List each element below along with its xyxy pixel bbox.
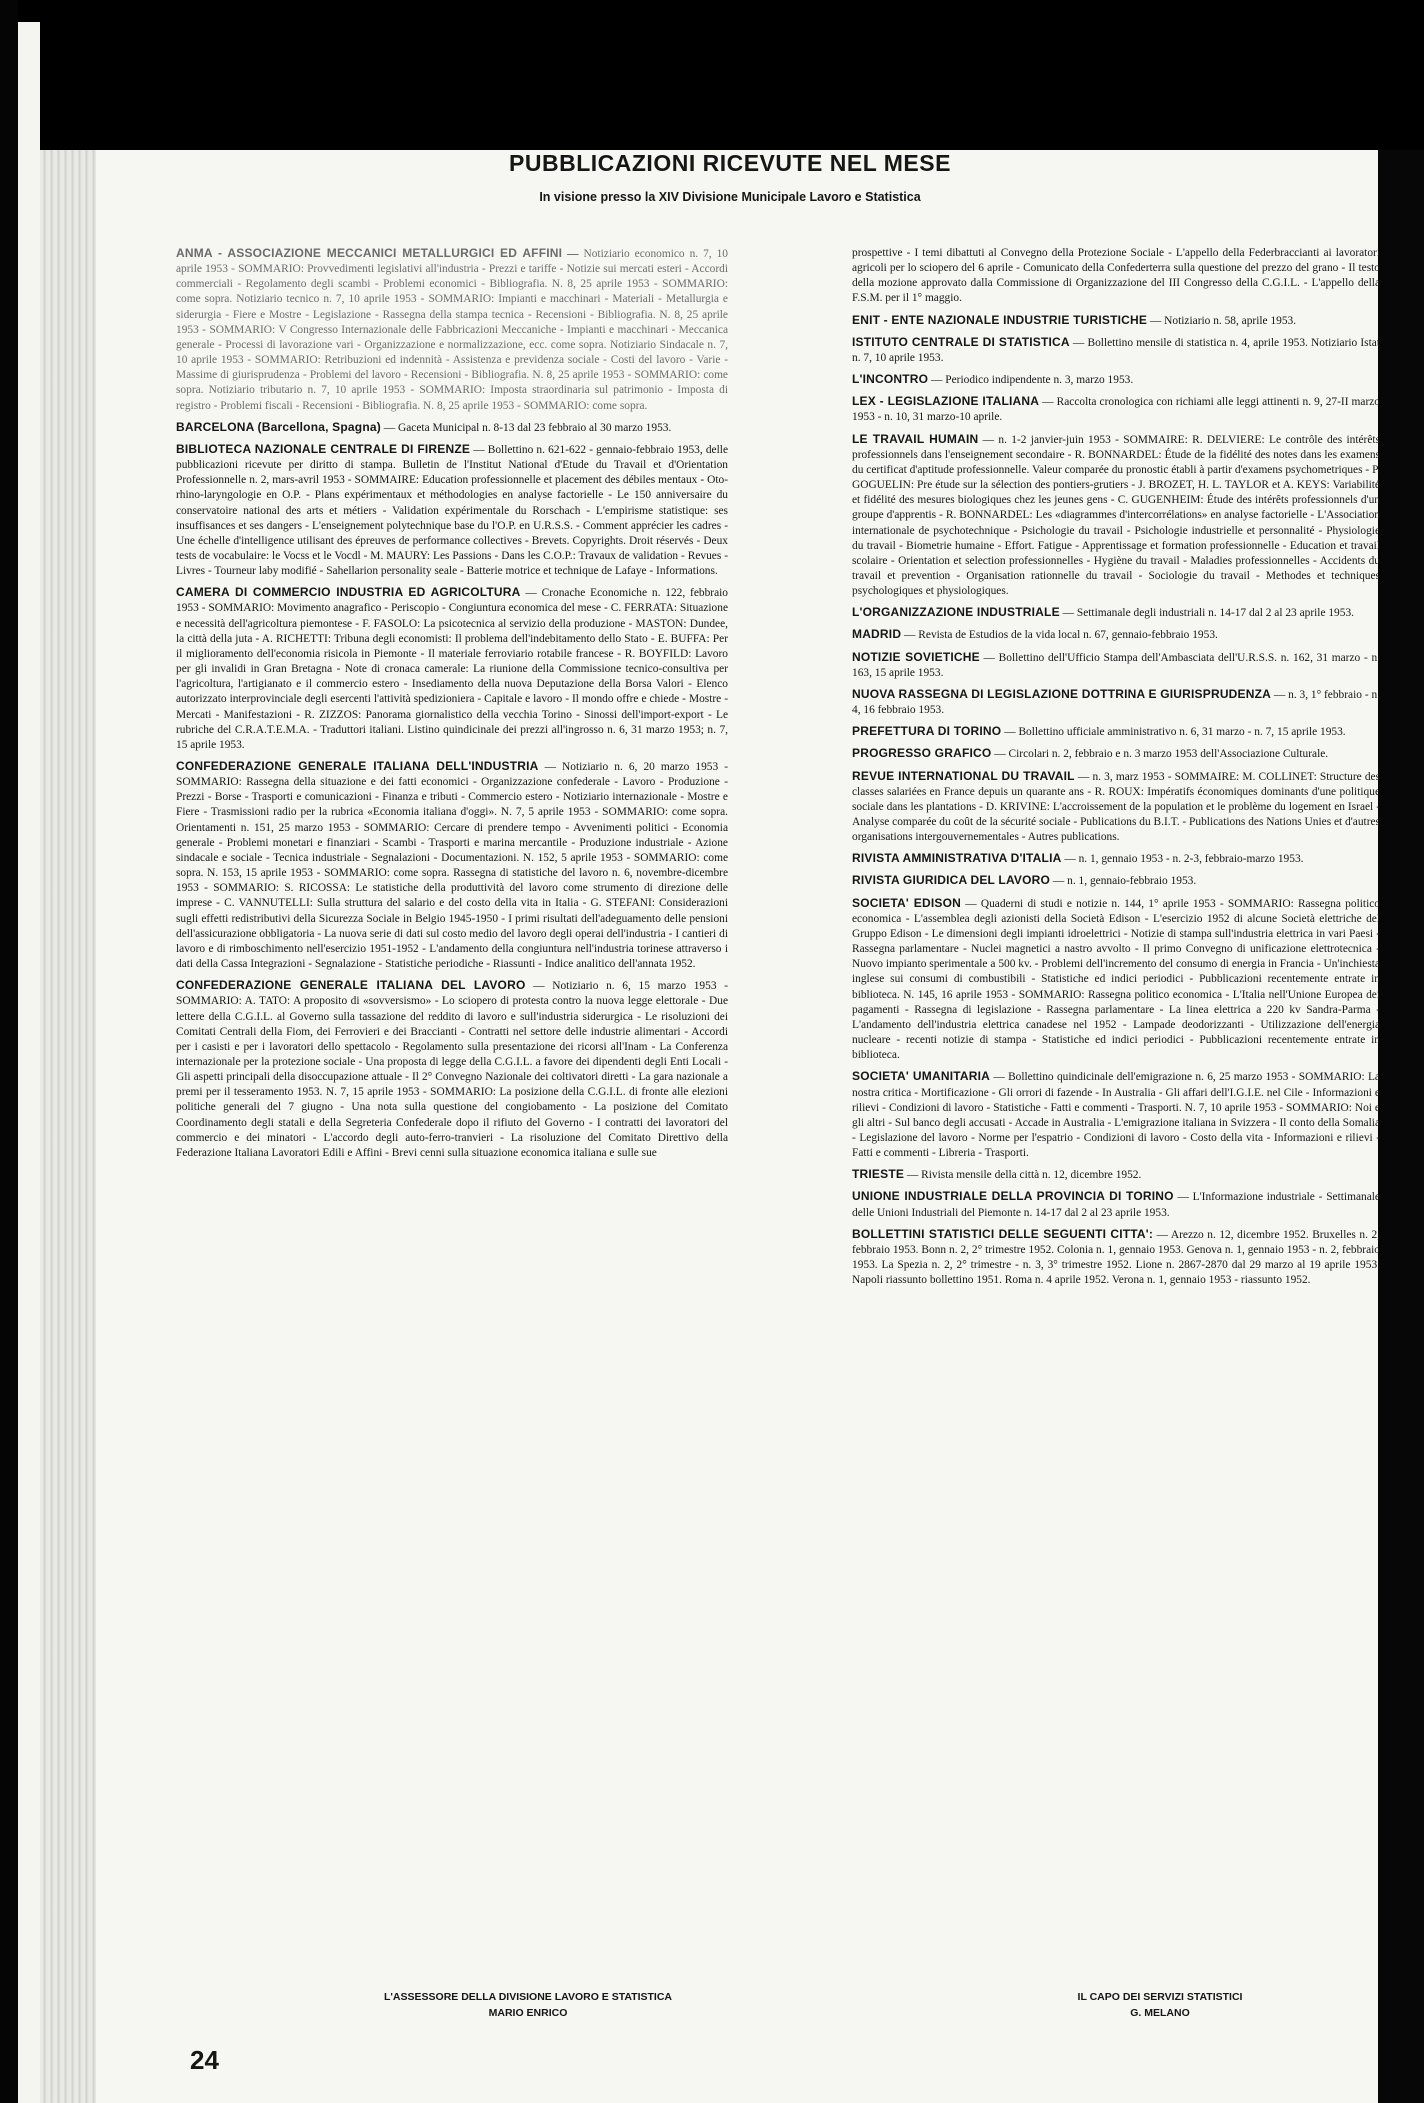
entry-notizie-sovietiche: NOTIZIE SOVIETICHE — Bollettino dell'Ufficio Stampa dell'Ambasciata dell'U.R.S.S. n. 162, 31 marzo - n. 163, 15 aprile 1953.: [852, 649, 1380, 679]
entry-heading: ISTITUTO CENTRALE DI STATISTICA: [852, 334, 1070, 349]
scan-border-top: [0, 0, 1424, 22]
entry-body: n. 1, gennaio-febbraio 1953.: [1067, 875, 1197, 888]
entry-progresso-grafico: PROGRESSO GRAFICO — Circolari n. 2, febbraio e n. 3 marzo 1953 dell'Associazione Culturale.: [852, 746, 1329, 761]
entry-heading: REVUE INTERNATIONAL DU TRAVAIL: [852, 768, 1075, 783]
entry-prefettura: PREFETTURA DI TORINO — Bollettino ufficiale amministrativo n. 6, 31 marzo - n. 7, 15 aprile 1953.: [852, 724, 1346, 739]
entry-enit: ENIT - ENTE NAZIONALE INDUSTRIE TURISTICHE — Notiziario n. 58, aprile 1953.: [852, 312, 1297, 327]
signature-role: L'ASSESSORE DELLA DIVISIONE LAVORO E STATISTICA: [384, 1991, 672, 2003]
entry-body: L'Informazione industriale - Settimanale delle Unioni Industriali del Piemonte n. 14-17 dal 2 al 23 aprile 1953.: [852, 1191, 1380, 1219]
scan-header-shadow: [40, 22, 1424, 155]
signature-capo-servizi: [990, 1990, 1330, 2022]
entry-incontro: L'INCONTRO — Periodico indipendente n. 3, marzo 1953.: [852, 372, 1134, 387]
entry-confindustria: CONFEDERAZIONE GENERALE ITALIANA DELL'INDUSTRIA — Notiziario n. 6, 20 marzo 1953 - SOMMARIO: Rassegna della situazione e dei fatti economici - Organizzazione confederale - Lavoro - Produzione - Prezzi - Borse - Trasporti e comunicazioni - Finanza e tributi - Commercio estero - Notiziario internazionale - Mostre e Fiere - Trasmissioni radio per la rubrica «Economia italiana d'oggi». N. 7, 5 aprile 1953 - SOMMARIO: come sopra. Orientamenti n. 151, 25 marzo 1953 - SOMMARIO: Cercare di prendere tempo - Avvenimenti politici - Economia generale - Problemi monetari e finanziari - Scambi - Trasporti e marina mercantile - Produzione industriale - Azione sindacale e sociale - Tecnica industriale - Segnalazioni - Documentazioni. N. 152, 5 aprile 1953 - SOMMARIO: come sopra. N. 153, 15 aprile 1953 - SOMMARIO: come sopra. Rassegna di statistiche del lavoro n. 6, novembre-dicembre 1953 - SOMMARIO: S. RICOSSA: Le statistiche della produttività del lavoro come strumento di direzione delle imprese - C. VANNUTELLI: Sulla struttura del salario e del costo della vita in Italia - G. STEFANI: Considerazioni sugli effetti redistributivi della Sicurezza Sociale in Belgio 1945-1950 - I primi risultati dell'adeguamento delle pensioni dell'assicurazione obbligatoria - La nuova serie di dati sul costo medio del lavoro degli operai dell'industria - I cantieri di lavoro e di rimboschimento nell'esercizio 1951-1952 - L'andamento della congiuntura nell'industria torinese attraverso i dati della Cassa Integrazioni - Segnalazione - Statistiche periodiche - Riassunti - Indice analitico dell'annata 1952.: [176, 759, 728, 971]
entry-heading: BIBLIOTECA NAZIONALE CENTRALE DI FIRENZE: [176, 441, 471, 456]
entry-heading: CONFEDERAZIONE GENERALE ITALIANA DEL LAVORO: [176, 978, 526, 993]
page-title: PUBBLICAZIONI RICEVUTE NEL MESE: [509, 150, 951, 176]
entry-heading: MADRID: [852, 627, 902, 642]
entry-body: Rivista mensile della città n. 12, dicembre 1952.: [921, 1169, 1142, 1182]
entry-travail-humain: LE TRAVAIL HUMAIN — n. 1-2 janvier-juin 1953 - SOMMAIRE: R. DELVIERE: Le contrôle des intérêts professionnels dans l'enseignement secondaire - R. BONNARDEL: Étude de la fidélité des notes dans les examens du certificat d'aptitude professionnelle. Valeur comparée du pronostic établi à partir d'examens psychometriques - P. GOGUELIN: Pre étude sur la sélection des pontiers-grutiers - J. BROZET, H. L. TAYLOR et A. KEYS: Variabilité et fidélité des mesures biologiques chez les jeunes gens - C. GUGENHEIM: Étude des intérêts professionnels d'un groupe d'apprentis - R. BONNARDEL: Les «diagrammes d'intercorrélations» en analyse factorielle - L'Association internationale de psychotechnique - Psichologie du travail - Psichologie industrielle et personnalité - Physiologie du travail - Biometrie humaine - Effort. Fatigue - Apprentissage et formation professionnelle - Education et travail scolaire - Orientation et selection professionnelles - Hygiène du travail - Maladies professionnelles - Accidents du travail et prevention - Organisation rationnelle du travail - Sociologie du travail - Methodes et techniques psychologiques et physiologiques.: [852, 431, 1380, 598]
signature-name: G. MELANO: [1130, 2006, 1190, 2019]
entry-body: Gaceta Municipal n. 8-13 dal 23 febbraio al 30 marzo 1953.: [398, 421, 672, 434]
signature-name: MARIO ENRICO: [488, 2006, 568, 2019]
entry-body: Bollettino dell'Ufficio Stampa dell'Ambasciata dell'U.R.S.S. n. 162, 31 marzo - n. 163, 15 aprile 1953.: [852, 651, 1380, 679]
signature-assessore: [268, 1990, 788, 2022]
entry-heading: SOCIETA' UMANITARIA: [852, 1069, 991, 1084]
entry-heading: RIVISTA AMMINISTRATIVA D'ITALIA: [852, 851, 1062, 866]
entry-body: Bollettino mensile di statistica n. 4, aprile 1953. Notiziario Istat n. 7, 10 aprile 1953.: [852, 336, 1380, 364]
entry-umanitaria: SOCIETA' UMANITARIA — Bollettino quindicinale dell'emigrazione n. 6, 25 marzo 1953 - SOMMARIO: La nostra critica - Mortificazione - Gli orrori di fazende - In Australia - Gli affari dell'I.G.I.E. nel Cile - Informazioni e rilievi - Condizioni di lavoro - Statistiche - Fatti e commenti - Trasporti. N. 7, 10 aprile 1953 - SOMMARIO: Noi e gli altri - Sul banco degli accusati - Accade in Australia - L'emigrazione italiana in Svizzera - Il conto della Somalia - Legislazione del lavoro - Norme per l'espatrio - Condizioni di lavoro - Costo della vita - Informazioni e rilievi - Fatti e commenti - Libreria - Trasporti.: [852, 1069, 1380, 1160]
entry-body: n. 3, 1° febbraio - n. 4, 16 febbraio 1953.: [852, 688, 1380, 717]
entry-rivista-amministrativa: RIVISTA AMMINISTRATIVA D'ITALIA — n. 1, gennaio 1953 - n. 2-3, febbraio-marzo 1953.: [852, 851, 1304, 866]
entry-body: Notiziario economico n. 7, 10 aprile 1953 - SOMMARIO: Provvedimenti legislativi all'industria - Prezzi e tariffe - Notizie sui mercati esteri - Accordi commerciali - Regolamento degli scambi - Problemi economici - Bibliografia. N. 8, 25 aprile 1953 - SOMMARIO: come sopra. Notiziario tecnico n. 7, 10 aprile 1953 - SOMMARIO: Impianti e macchinari - Materiali - Metallurgia e siderurgia - Fiere e Mostre - Legislazione - Rassegna della stampa tecnica - Recensioni - Bibliografia. N. 8, 25 aprile 1953 - SOMMARIO: V Congresso Internazionale delle Fabbricazioni Meccaniche - Impianti e macchinari - Meccanica generale - Processi di lavorazione vari - Organizzazione e normalizzazione, ecc. come sopra. Notiziario Sindacale n. 7, 10 aprile 1953 - SOMMARIO: Retribuzioni ed indennità - Assistenza e previdenza sociale - Costi del lavoro - Varie - Massime di giurisprudenza - Problemi del lavoro - Recensioni - Bibliografia. N. 8, 25 aprile 1953 - SOMMARIO: come sopra. Notiziario tributario n. 7, 10 aprile 1953 - SOMMARIO: Imposta straordinaria sul patrimonio - Imposta di registro - Problemi fiscali - Recensioni - Bibliografia. N. 8, 25 aprile 1953 - SOMMARIO: come sopra.: [176, 248, 728, 412]
entry-heading: UNIONE INDUSTRIALE DELLA PROVINCIA DI TORINO: [852, 1189, 1174, 1204]
entry-heading: L'ORGANIZZAZIONE INDUSTRIALE: [852, 605, 1060, 620]
page-number: 24: [190, 2045, 219, 2075]
entry-lex: LEX - LEGISLAZIONE ITALIANA — Raccolta cronologica con richiami alle leggi attinenti n. 9, 27-II marzo 1953 - n. 10, 31 marzo-10 aprile.: [852, 394, 1380, 424]
entry-heading: ENIT - ENTE NAZIONALE INDUSTRIE TURISTICHE: [852, 312, 1148, 327]
entry-anma: ANMA - ASSOCIAZIONE MECCANICI METALLURGICI ED AFFINI — Notiziario economico n. 7, 10 aprile 1953 - SOMMARIO: Provvedimenti legislativi all'industria - Prezzi e tariffe - Notizie sui mercati esteri - Accordi commerciali - Regolamento degli scambi - Problemi economici - Bibliografia. N. 8, 25 aprile 1953 - SOMMARIO: come sopra. Notiziario tecnico n. 7, 10 aprile 1953 - SOMMARIO: Impianti e macchinari - Materiali - Metallurgia e siderurgia - Fiere e Mostre - Legislazione - Rassegna della stampa tecnica - Recensioni - Bibliografia. N. 8, 25 aprile 1953 - SOMMARIO: V Congresso Internazionale delle Fabbricazioni Meccaniche - Impianti e macchinari - Meccanica generale - Processi di lavorazione vari - Organizzazione e normalizzazione, ecc. come sopra. Notiziario Sindacale n. 7, 10 aprile 1953 - SOMMARIO: Retribuzioni ed indennità - Assistenza e previdenza sociale - Costi del lavoro - Varie - Massime di giurisprudenza - Problemi del lavoro - Recensioni - Bibliografia. N. 8, 25 aprile 1953 - SOMMARIO: come sopra. Notiziario tributario n. 7, 10 aprile 1953 - SOMMARIO: Imposta straordinaria sul patrimonio - Imposta di registro - Problemi fiscali - Recensioni - Bibliografia. N. 8, 25 aprile 1953 - SOMMARIO: come sopra.: [176, 246, 728, 412]
entry-heading: PREFETTURA DI TORINO: [852, 724, 1002, 739]
entry-heading: LE TRAVAIL HUMAIN: [852, 431, 979, 446]
entry-body: n. 3, marz 1953 - SOMMAIRE: M. COLLINET: Structure des classes salariées en France depuis un quarante ans - R. ROUX: Impératifs économiques dominants d'une politique sociale dans les plantations - D. KRIVINE: L'accroissement de la population et le problème du logement en Israel - Analyse comparée du coût de la sécurité sociale - Publications du B.I.T. - Publications des Nations Unies et d'autres organisations intergouvernementales - Autres publications.: [852, 770, 1380, 844]
entry-organizzazione-industriale: L'ORGANIZZAZIONE INDUSTRIALE — Settimanale degli industriali n. 14-17 dal 2 al 23 aprile 1953.: [852, 605, 1354, 620]
entry-body: Cronache Economiche n. 122, febbraio 1953 - SOMMARIO: Movimento anagrafico - Periscopio - Congiuntura economica del mese - C. FERRATA: Situazione e necessità dell'agricoltura piemontese - F. FASOLO: La psicotecnica al servizio della produzione - MASTON: Dundee, la città della juta - A. RICHETTI: Tribuna degli economisti: Il problema dell'indebitamento dello Stato - E. BUFFA: Per il miglioramento dell'economia risicola in Piemonte - Il materiale ferroviario rotabile francese - R. BOYFILD: Lavoro per gli invalidi in Gran Bretagna - Note di cronaca camerale: La riunione della Commissione tecnico-consultiva per l'agricoltura, l'artigianato e il commercio estero - Insediamento della nuova Deputazione della Borsa Valori - Elenco autorizzato interprovinciale degli esercenti l'attività spedizioniera - Capitale e lavoro - Il mondo offre e chiede - Mostre - Mercati - Manifestazioni - R. ZIZZOS: Panorama giornalistico della vecchia Torino - Sinossi dell'import-export - Le rubriche del C.R.A.T.E.M.A. - Traduttori italiani. Listino quindicinale dei prezzi all'ingrosso n. 6, 31 marzo 1953; n. 7, 15 aprile 1953.: [176, 587, 728, 751]
entry-camera-commercio: CAMERA DI COMMERCIO INDUSTRIA ED AGRICOLTURA — Cronache Economiche n. 122, febbraio 1953 - SOMMARIO: Movimento anagrafico - Periscopio - Congiuntura economica del mese - C. FERRATA: Situazione e necessità dell'agricoltura piemontese - F. FASOLO: La psicotecnica al servizio della produzione - MASTON: Dundee, la città della juta - A. RICHETTI: Tribuna degli economisti: Il problema dell'indebitamento dello Stato - E. BUFFA: Per il miglioramento dell'economia risicola in Piemonte - Il materiale ferroviario rotabile francese - R. BOYFILD: Lavoro per gli invalidi in Gran Bretagna - Note di cronaca camerale: La riunione della Commissione tecnico-consultiva per l'agricoltura, l'artigianato e il commercio estero - Insediamento della nuova Deputazione della Borsa Valori - Elenco autorizzato interprovinciale degli esercenti l'attività spedizioniera - Capitale e lavoro - Il mondo offre e chiede - Mostre - Mercati - Manifestazioni - R. ZIZZOS: Panorama giornalistico della vecchia Torino - Sinossi dell'import-export - Le rubriche del C.R.A.T.E.M.A. - Traduttori italiani. Listino quindicinale dei prezzi all'ingrosso n. 6, 31 marzo 1953; n. 7, 15 aprile 1953.: [176, 585, 728, 751]
entry-biblioteca-firenze: BIBLIOTECA NAZIONALE CENTRALE DI FIRENZE — Bollettino n. 621-622 - gennaio-febbraio 1953, delle pubblicazioni ricevute per diritto di stampa. Bulletin de l'Institut National d'Etude du Travail et d'Orientation Professionnelle n. 2, mars-avril 1953 - SOMMAIRE: Education professionnelle et placement des débiles mentaux - Oto-rhino-laryngologie en O.P. - Plans expérimentaux et méthodologies en analyse factorielle - Le 150 anniversaire du conservatoire national des arts et métiers - Validation expérimentale du Rorschach - L'empirisme statistique: ses insuffisances et ses dangers - L'enseignement polytechnique base du l'O.P. en U.R.S.S. - Comment apprécier les cadres - Une échelle d'intelligence utilisant des épreuves de performance collectives - Brevets. Copyrights. Droit réservés - Deux tests de vocabulaire: le Vocss et le Vocdl - M. MAURY: Les Passions - Dans les C.O.P.: Travaux de validation - Revues - Livres - Tourneur laby modifié - Sahellarion personality seale - Batterie motrice et technique de Lafaye - Informations.: [176, 441, 728, 578]
entry-body: prospettive - I temi dibattuti al Convegno della Protezione Sociale - L'appello della Federbraccianti ai lavoratori agricoli per lo sciopero del 6 aprile - Comunicato della Confederterra sulla questione del prezzo del grano - Il testo della mozione approvato dalla Commissione di Organizzazione del III Congresso della C.G.I.L. - L'appello della F.S.M. per il 1° maggio.: [852, 247, 1380, 305]
entry-heading: CAMERA DI COMMERCIO INDUSTRIA ED AGRICOLTURA: [176, 585, 521, 600]
entry-heading: NOTIZIE SOVIETICHE: [852, 649, 980, 664]
entry-cgil-continued: [852, 246, 1380, 307]
entry-body: Periodico indipendente n. 3, marzo 1953.: [945, 374, 1134, 387]
entry-cgil: CONFEDERAZIONE GENERALE ITALIANA DEL LAVORO — Notiziario n. 6, 15 marzo 1953 - SOMMARIO: A. TATO: A proposito di «sovversismo» - Lo sciopero di protesta contro la nuova legge elettorale - Due lettere della C.G.I.L. al Governo sulla tassazione del reddito di lavoro e sull'industria siderurgica - Le risoluzioni dei Comitati Centrali della Fiom, dei Ferrovieri e dei Braccianti - Contratti nel settore delle industrie alimentari - Accordi per i casisti e per i lavoratori dello spettacolo - Regolamento sulla presentazione dei ricorsi all'Inam - La Conferenza internazionale per la protezione sociale - Una proposta di legge della C.G.I.L. a favore dei dipendenti degli Enti Locali - Gli aspetti principali della disoccupazione attuale - Il 2° Convegno Nazionale dei coltivatori diretti - La gara nazionale a premi per il tesseramento 1953. N. 7, 15 aprile 1953 - SOMMARIO: La posizione della C.G.I.L. di fronte alle elezioni politiche generali del 7 giugno - Una nota sulla questione del congiobamento - La posizione del Comitato Coordinamento degli statali e della Segreteria Confederale dopo il rifiuto del Governo - I contratti dei lavoratori del commercio e dei minatori - L'accordo degli auto-ferro-tranvieri - La risoluzione del Comitato Direttivo della Federazione Italiana Lavoratori Edili e Affini - Brevi cenni sulla situazione economica italiana e sulle sue: [176, 978, 728, 1159]
entry-heading: TRIESTE: [852, 1167, 905, 1182]
entry-trieste: TRIESTE — Rivista mensile della città n. 12, dicembre 1952.: [852, 1167, 1142, 1182]
entry-body: Settimanale degli industriali n. 14-17 dal 2 al 23 aprile 1953.: [1076, 607, 1354, 620]
entry-rivista-giuridica: RIVISTA GIURIDICA DEL LAVORO — n. 1, gennaio-febbraio 1953.: [852, 873, 1197, 888]
entry-heading: RIVISTA GIURIDICA DEL LAVORO: [852, 873, 1051, 888]
entry-heading: ANMA - ASSOCIAZIONE MECCANICI METALLURGICI ED AFFINI: [176, 246, 563, 260]
entry-body: Raccolta cronologica con richiami alle leggi attinenti n. 9, 27-II marzo 1953 - n. 10, 31 marzo-10 aprile.: [852, 396, 1380, 424]
entry-heading: BOLLETTINI STATISTICI DELLE SEGUENTI CITTA':: [852, 1226, 1154, 1241]
entry-body: n. 1-2 janvier-juin 1953 - SOMMAIRE: R. DELVIERE: Le contrôle des intérêts professionnels dans l'enseignement secondaire - R. BONNARDEL: Étude de la fidélité des notes dans les examens du certificat d'aptitude professionnelle. Valeur comparée du pronostic établi à partir d'examens psychometriques - P. GOGUELIN: Pre étude sur la sélection des pontiers-grutiers - J. BROZET, H. L. TAYLOR et A. KEYS: Variabilité et fidélité des mesures biologiques chez les jeunes gens - C. GUGENHEIM: Étude des intérêts professionnels d'un groupe d'apprentis - R. BONNARDEL: Les «diagrammes d'intercorrélations» en analyse factorielle - L'Association internationale de psychotechnique - Psichologie du travail - Psichologie industrielle et personnalité - Physiologie du travail - Biometrie humaine - Effort. Fatigue - Apprentissage et formation professionnelle - Education et travail scolaire - Orientation et selection professionnelles - Hygiène du travail - Maladies professionnelles - Accidents du travail et prevention - Organisation rationnelle du travail - Sociologie du travail - Methodes et techniques psychologiques et physiologiques.: [852, 433, 1380, 598]
entry-body: Bollettino n. 621-622 - gennaio-febbraio 1953, delle pubblicazioni ricevute per diritto di stampa. Bulletin de l'Institut National d'Etude du Travail et d'Orientation Professionnelle n. 2, mars-avril 1953 - SOMMAIRE: Education professionnelle et placement des débiles mentaux - Oto-rhino-laryngologie en O.P. - Plans expérimentaux et méthodologies en analyse factorielle - Le 150 anniversaire du conservatoire national des arts et métiers - Validation expérimentale du Rorschach - L'empirisme statistique: ses insuffisances et ses dangers - L'enseignement polytechnique base du l'O.P. en U.R.S.S. - Comment apprécier les cadres - Une échelle d'intelligence utilisant des épreuves de performance collectives - Brevets. Copyrights. Droit réservés - Deux tests de vocabulaire: le Vocss et le Vocdl - M. MAURY: Les Passions - Dans les C.O.P.: Travaux de validation - Revues - Livres - Tourneur laby modifié - Sahellarion personality seale - Batterie motrice et technique de Lafaye - Informations.: [176, 443, 728, 578]
entry-heading: LEX - LEGISLAZIONE ITALIANA: [852, 394, 1040, 409]
entry-body: Arezzo n. 12, dicembre 1952. Bruxelles n. 2, febbraio 1953. Bonn n. 2, 2° trimestre 1952. Colonia n. 1, gennaio 1953. Genova n. 1, gennaio 1953 - n. 2, febbraio 1953. La Spezia n. 2, 2° trimestre - n. 3, 3° trimestre 1952. Lione n. 2867-2870 dal 29 marzo al 19 aprile 1953. Napoli riassunto bollettino 1951. Roma n. 4 aprile 1952. Verona n. 1, gennaio 1953 - riassunto 1952.: [852, 1228, 1380, 1287]
entry-heading: L'INCONTRO: [852, 372, 929, 387]
signature-role: IL CAPO DEI SERVIZI STATISTICI: [1077, 1991, 1243, 2003]
entry-barcelona: BARCELONA (Barcellona, Spagna) — Gaceta Municipal n. 8-13 dal 23 febbraio al 30 marzo 1953.: [176, 419, 672, 434]
scan-border-right: [1378, 150, 1424, 2103]
entry-heading: CONFEDERAZIONE GENERALE ITALIANA DELL'INDUSTRIA: [176, 759, 539, 773]
entry-edison: SOCIETA' EDISON — Quaderni di studi e notizie n. 144, 1° aprile 1953 - SOMMARIO: Rassegna politico economica - L'assemblea degli azionisti della Società Edison - L'esercizio 1952 di alcune Società elettriche del Gruppo Edison - Le dimensioni degli impianti idroelettrici - Notizie di stampa sull'industria elettrica in vari Paesi - Rassegna parlamentare - Nuclei magnetici a nastro avvolto - Il primo Convegno di unificazione elettrotecnica - Nuovo impianto sperimentale a 500 kv. - Problemi dell'incremento del consumo di energia in Francia - Un'inchiesta inglese sui consumi di combustibili - Statistiche ed indici periodici - Pubblicazioni recentemente entrate in biblioteca. N. 145, 16 aprile 1953 - SOMMARIO: Rassegna politico economica - L'Italia nell'Unione Europea dei pagamenti - Rassegna di legislazione - Rassegna parlamentare - La linea elettrica a 220 kv Sandra-Parma - L'andamento dell'industria elettrica canadese nel 1952 - Lampade deodorizzanti - Utilizzazione dell'energia nucleare - recenti notizie di stampa - Statistiche ed indici periodici - Pubblicazioni recentemente entrate in biblioteca.: [852, 895, 1380, 1062]
entry-nuova-rassegna: NUOVA RASSEGNA DI LEGISLAZIONE DOTTRINA E GIURISPRUDENZA — n. 3, 1° febbraio - n. 4, 16 febbraio 1953.: [852, 686, 1380, 717]
entry-body: Bollettino ufficiale amministrativo n. 6, 31 marzo - n. 7, 15 aprile 1953.: [1018, 726, 1346, 739]
entry-body: Bollettino quindicinale dell'emigrazione n. 6, 25 marzo 1953 - SOMMARIO: La nostra critica - Mortificazione - Gli orrori di fazende - In Australia - Gli affari dell'I.G.I.E. nel Cile - Informazioni e rilievi - Condizioni di lavoro - Statistiche - Fatti e commenti - Trasporti. N. 7, 10 aprile 1953 - SOMMARIO: Noi e gli altri - Sul banco degli accusati - Accade in Australia - L'emigrazione italiana in Svizzera - Il conto della Somalia - Legislazione del lavoro - Norme per l'espatrio - Condizioni di lavoro - Costo della vita - Informazioni e rilievi - Fatti e commenti - Libreria - Trasporti.: [852, 1071, 1380, 1160]
page-binding: [40, 150, 96, 2103]
right-column: [852, 246, 1380, 1916]
entry-body: Notiziario n. 6, 20 marzo 1953 - SOMMARIO: Rassegna della situazione e dei fatti economici - Organizzazione confederale - Lavoro - Produzione - Prezzi - Borse - Trasporti e comunicazioni - Finanza e tributi - Commercio estero - Notiziario internazionale - Mostre e Fiere - Trasmissioni radio per la rubrica «Economia italiana d'oggi». N. 7, 5 aprile 1953 - SOMMARIO: come sopra. Orientamenti n. 151, 25 marzo 1953 - SOMMARIO: Cercare di prendere tempo - Avvenimenti politici - Economia generale - Problemi monetari e finanziari - Scambi - Trasporti e marina mercantile - Produzione industriale - Azione sindacale e sociale - Tecnica industriale - Segnalazioni - Documentazioni. N. 152, 5 aprile 1953 - SOMMARIO: come sopra. N. 153, 15 aprile 1953 - SOMMARIO: come sopra. Rassegna di statistiche del lavoro n. 6, novembre-dicembre 1953 - SOMMARIO: S. RICOSSA: Le statistiche della produttività del lavoro come strumento di direzione delle imprese - C. VANNUTELLI: Sulla struttura del salario e del costo della vita in Italia - G. STEFANI: Considerazioni sugli effetti redistributivi della Sicurezza Sociale in Belgio 1945-1950 - I primi risultati dell'adeguamento delle pensioni dell'assicurazione obbligatoria - La nuova serie di dati sul costo medio del lavoro degli operai dell'industria - I cantieri di lavoro e di rimboschimento nell'esercizio 1951-1952 - L'andamento della congiuntura nell'industria torinese attraverso i dati della Cassa Integrazioni - Segnalazione - Statistiche periodiche - Riassunti - Indice analitico dell'annata 1952.: [176, 761, 728, 971]
entry-unione-industriale: UNIONE INDUSTRIALE DELLA PROVINCIA DI TORINO — L'Informazione industriale - Settimanale delle Unioni Industriali del Piemonte n. 14-17 dal 2 al 23 aprile 1953.: [852, 1189, 1380, 1219]
scan-border-left: [0, 0, 18, 2103]
left-column: [176, 246, 728, 1916]
entry-body: Quaderni di studi e notizie n. 144, 1° aprile 1953 - SOMMARIO: Rassegna politico economica - L'assemblea degli azionisti della Società Edison - L'esercizio 1952 di alcune Società elettriche del Gruppo Edison - Le dimensioni degli impianti idroelettrici - Notizie di stampa sull'industria elettrica in vari Paesi - Rassegna parlamentare - Nuclei magnetici a nastro avvolto - Il primo Convegno di unificazione elettrotecnica - Nuovo impianto sperimentale a 500 kv. - Problemi dell'incremento del consumo di energia in Francia - Un'inchiesta inglese sui consumi di combustibili - Statistiche ed indici periodici - Pubblicazioni recentemente entrate in biblioteca. N. 145, 16 aprile 1953 - SOMMARIO: Rassegna politico economica - L'Italia nell'Unione Europea dei pagamenti - Rassegna di legislazione - Rassegna parlamentare - La linea elettrica a 220 kv Sandra-Parma - L'andamento dell'industria elettrica canadese nel 1952 - Lampade deodorizzanti - Utilizzazione dell'energia nucleare - recenti notizie di stampa - Statistiche ed indici periodici - Pubblicazioni recentemente entrate in biblioteca.: [852, 897, 1380, 1062]
entry-body: Notiziario n. 6, 15 marzo 1953 - SOMMARIO: A. TATO: A proposito di «sovversismo» - Lo sciopero di protesta contro la nuova legge elettorale - Due lettere della C.G.I.L. al Governo sulla tassazione del reddito di lavoro e sull'industria siderurgica - Le risoluzioni dei Comitati Centrali della Fiom, dei Ferrovieri e dei Braccianti - Contratti nel settore delle industrie alimentari - Accordi per i casisti e per i lavoratori dello spettacolo - Regolamento sulla presentazione dei ricorsi all'Inam - La Conferenza internazionale per la protezione sociale - Una proposta di legge della C.G.I.L. a favore dei dipendenti degli Enti Locali - Gli aspetti principali della disoccupazione attuale - Il 2° Convegno Nazionale dei coltivatori diretti - La gara nazionale a premi per il tesseramento 1953. N. 7, 15 aprile 1953 - SOMMARIO: La posizione della C.G.I.L. di fronte alle elezioni politiche generali del 7 giugno - Una nota sulla questione del congiobamento - La posizione del Comitato Coordinamento degli statali e della Segreteria Confederale dopo il rifiuto del Governo - I contratti dei lavoratori del commercio e dei minatori - L'accordo degli auto-ferro-tranvieri - La risoluzione del Comitato Direttivo della Federazione Italiana Lavoratori Edili e Affini - Brevi cenni sulla situazione economica italiana e sulle sue: [176, 980, 728, 1159]
entry-madrid: MADRID — Revista de Estudios de la vida local n. 67, gennaio-febbraio 1953.: [852, 627, 1218, 642]
entry-istat: ISTITUTO CENTRALE DI STATISTICA — Bollettino mensile di statistica n. 4, aprile 1953. Notiziario Istat n. 7, 10 aprile 1953.: [852, 334, 1380, 364]
page-subtitle: In visione presso la XIV Divisione Municipale Lavoro e Statistica: [539, 190, 921, 204]
entry-bollettini-citta: BOLLETTINI STATISTICI DELLE SEGUENTI CITTA': — Arezzo n. 12, dicembre 1952. Bruxelles n. 2, febbraio 1953. Bonn n. 2, 2° trimestre 1952. Colonia n. 1, gennaio 1953. Genova n. 1, gennaio 1953 - n. 2, febbraio 1953. La Spezia n. 2, 2° trimestre - n. 3, 3° trimestre 1952. Lione n. 2867-2870 dal 29 marzo al 19 aprile 1953. Napoli riassunto bollettino 1951. Roma n. 4 aprile 1952. Verona n. 1, gennaio 1953 - riassunto 1952.: [852, 1226, 1380, 1287]
entry-revue-travail: REVUE INTERNATIONAL DU TRAVAIL — n. 3, marz 1953 - SOMMAIRE: M. COLLINET: Structure des classes salariées en France depuis un quarante ans - R. ROUX: Impératifs économiques dominants d'une politique sociale dans les plantations - D. KRIVINE: L'accroissement de la population et le problème du logement en Israel - Analyse comparée du coût de la sécurité sociale - Publications du B.I.T. - Publications des Nations Unies et d'autres organisations intergouvernementales - Autres publications.: [852, 768, 1380, 844]
entry-body: Notiziario n. 58, aprile 1953.: [1164, 314, 1297, 327]
entry-body: Revista de Estudios de la vida local n. 67, gennaio-febbraio 1953.: [918, 629, 1218, 642]
entry-heading: PROGRESSO GRAFICO: [852, 746, 992, 761]
entry-body: Circolari n. 2, febbraio e n. 3 marzo 1953 dell'Associazione Culturale.: [1008, 748, 1329, 761]
entry-heading: BARCELONA (Barcellona, Spagna): [176, 419, 381, 434]
entry-heading: NUOVA RASSEGNA DI LEGISLAZIONE DOTTRINA E GIURISPRUDENZA: [852, 686, 1272, 701]
entry-heading: SOCIETA' EDISON: [852, 895, 962, 910]
entry-body: n. 1, gennaio 1953 - n. 2-3, febbraio-marzo 1953.: [1078, 853, 1304, 866]
